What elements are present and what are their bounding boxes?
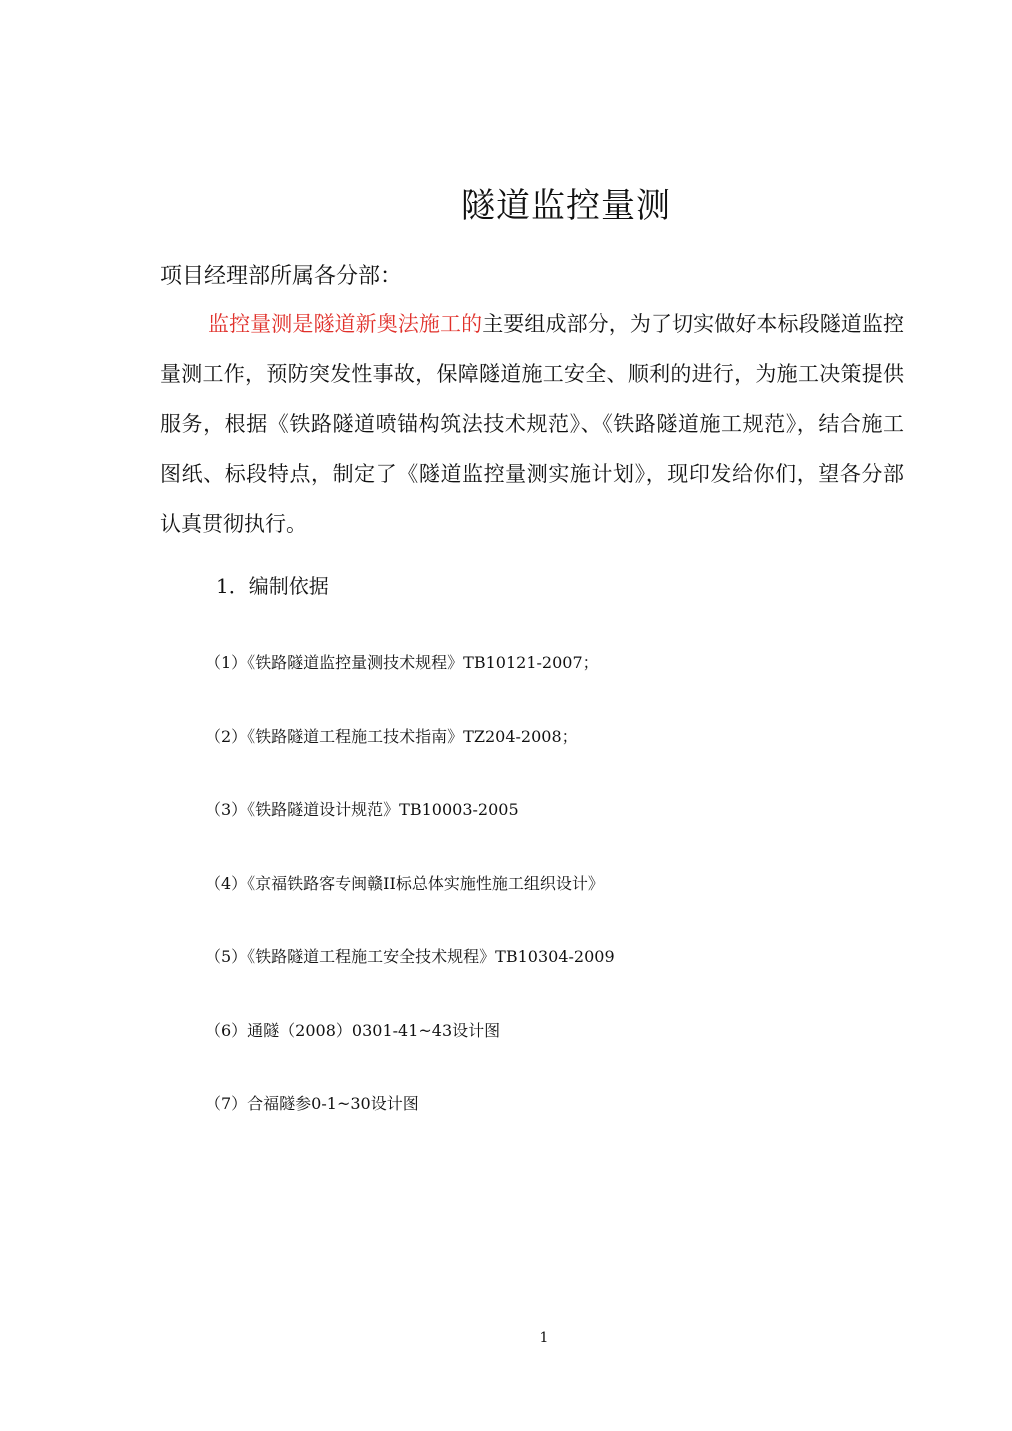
intro-paragraph: [160, 299, 904, 549]
salutation: 项目经理部所属各分部：: [160, 264, 403, 289]
paragraph-text: 主要组成部分，为了切实做好本标段隧道监控量测工作，预防突发性事故，保障隧道施工安全、顺利的进行，为施工决策提供服务，根据《铁路隧道喷锚构筑法技术规范》、《铁路隧道施工规范》，结合施工图纸、标段特点，制定了《隧道监控量测实施计划》，现印发给你们，望各分部认真贯彻执行。: [160, 312, 904, 536]
reference-item: （4）《京福铁路客专闽赣II标总体实施性施工组织设计》: [205, 873, 604, 893]
reference-item: （1）《铁路隧道监控量测技术规程》TB10121-2007；: [205, 653, 599, 672]
page-number: 1: [539, 1330, 549, 1346]
reference-item: （2）《铁路隧道工程施工技术指南》TZ204-2008；: [205, 726, 578, 746]
reference-item: （6）通隧（2008）0301-41~43设计图: [205, 1020, 501, 1040]
section-heading: 1．编制依据: [216, 574, 329, 598]
reference-item: （5）《铁路隧道工程施工安全技术规程》TB10304-2009: [205, 947, 615, 966]
document-title: 隧道监控量测: [461, 186, 671, 226]
reference-item: （3）《铁路隧道设计规范》TB10003-2005: [205, 800, 519, 819]
highlighted-text: 监控量测是隧道新奥法施工的: [208, 312, 483, 336]
reference-list: [205, 648, 615, 1163]
reference-item: （7）合福隧参0-1~30设计图: [205, 1094, 419, 1113]
